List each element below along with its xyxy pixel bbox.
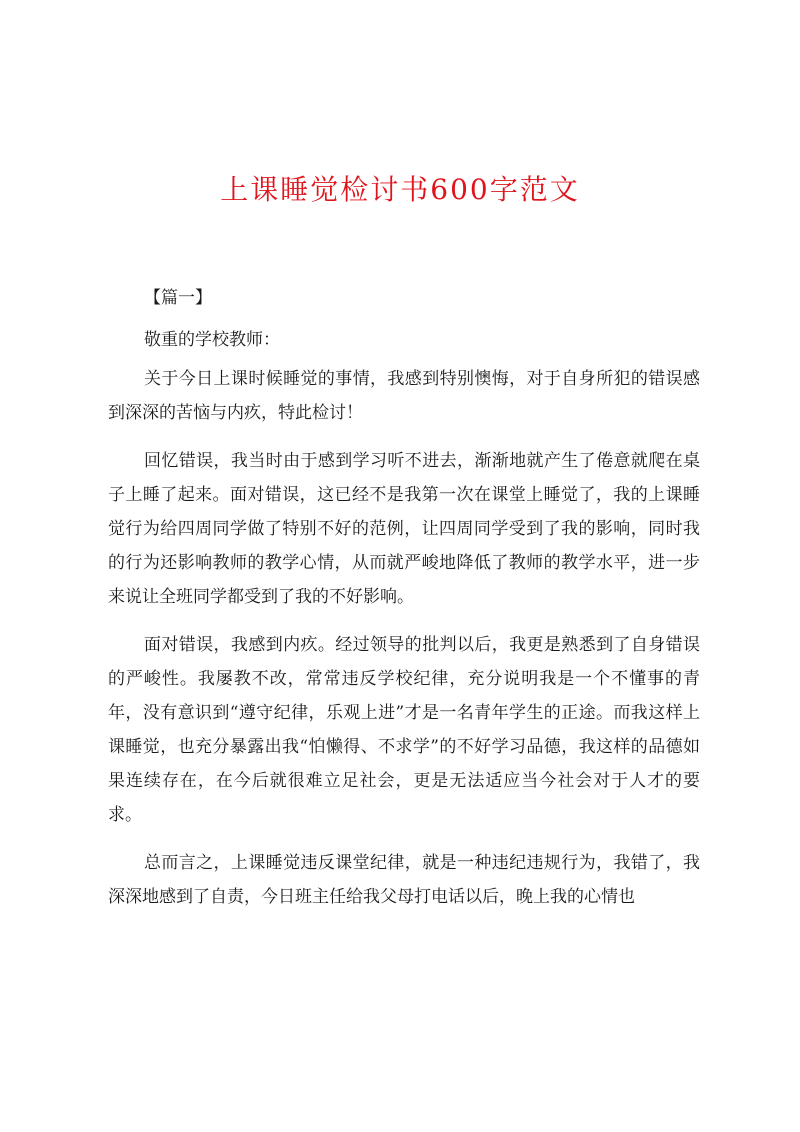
section-heading: 【篇一】 [144,288,212,308]
paragraph-3: 面对错误，我感到内疚。经过领导的批判以后，我更是熟悉到了自身错误的严峻性。我屡教不改，常常违反学校纪律，充分说明我是一个不懂事的青年，没有意识到“遵守纪律，乐观上进”才是一名青年学生的正途。而我这样上课睡觉，也充分暴露出我“怕懒得、不求学”的不好学习品德，我这样的品德如果连续存在，在今后就很难立足社会，更是无法适应当今社会对于人才的要求。 [108,635,700,825]
greeting-line: 敬重的学校教师： [144,330,280,350]
document-title: 上课睡觉检讨书600字范文 [220,173,580,206]
paragraph-1: 关于今日上课时候睡觉的事情，我感到特别懊悔，对于自身所犯的错误感到深深的苦恼与内疚，特此检讨！ [108,369,700,423]
paragraph-4: 总而言之，上课睡觉违反课堂纪律，就是一种违纪违规行为，我错了，我深深地感到了自责，今日班主任给我父母打电话以后，晚上我的心情也 [108,853,700,907]
document-body [108,284,700,928]
paragraph-2: 回忆错误，我当时由于感到学习听不进去，渐渐地就产生了倦意就爬在桌子上睡了起来。面对错误，这已经不是我第一次在课堂上睡觉了，我的上课睡觉行为给四周同学做了特别不好的范例，让四周同学受到了我的影响，同时我的行为还影响教师的教学心情，从而就严峻地降低了教师的教学水平，进一步来说让全班同学都受到了我的不好影响。 [108,451,700,607]
